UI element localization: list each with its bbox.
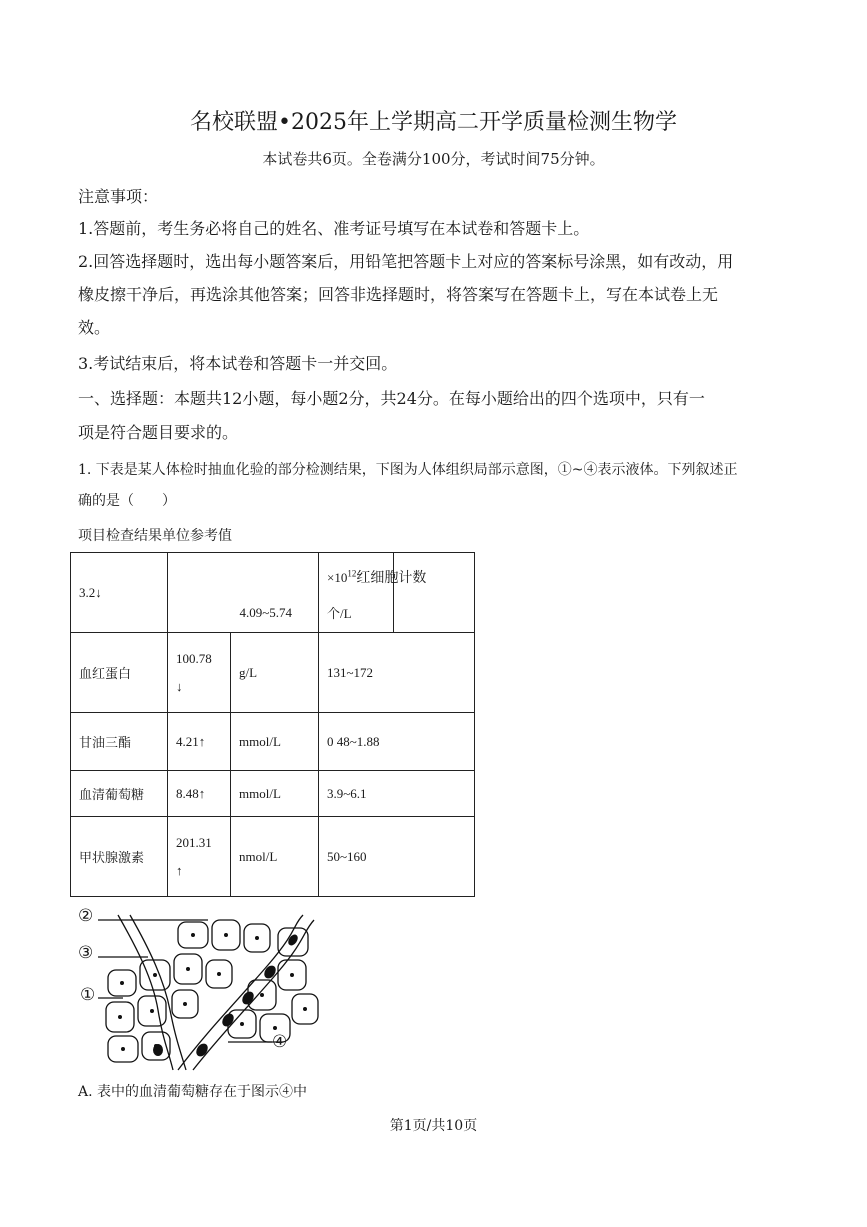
table-cell: g/L [231,633,319,713]
table-cell: 血清葡萄糖 [71,771,168,817]
question-1-line-1: 1. 下表是某人体检时抽血化验的部分检测结果，下图为人体组织局部示意图，①~④表示液体。下列叙述正 [78,462,738,478]
notice-line-3: 橡皮擦干净后，再选涂其他答案；回答非选择题时，将答案写在答题卡上，写在本试卷上无 [78,285,719,304]
notice-line-4: 效。 [78,318,111,337]
figure-label-2: ② [78,906,94,926]
table-caption: 项目检查结果单位参考值 [78,528,232,544]
question-1-line-2: 确的是（ ） [78,493,176,509]
table-cell: 50~160 [319,817,475,897]
table-row [71,713,475,771]
table-cell: 0 48~1.88 [319,713,475,771]
table-cell: 100.78 ↓ [168,633,231,713]
table-row [71,771,475,817]
notice-line-2: 2.回答选择题时，选出每小题答案后，用铅笔把答题卡上对应的答案标号涂黑，如有改动，用 [78,252,734,271]
table-cell: 3.2↓ [71,553,168,633]
table-cell: 甘油三酯 [71,713,168,771]
option-a: A. 表中的血清葡萄糖存在于图示④中 [78,1084,308,1100]
table-row [71,553,475,633]
table-cell: 131~172 [319,633,475,713]
unit-bottom: 个/L [327,606,352,621]
figure-label-4: ④ [272,1032,288,1052]
table-cell: mmol/L [231,713,319,771]
table-cell: 血红蛋白 [71,633,168,713]
notice-line-5: 3.考试结束后，将本试卷和答题卡一并交回。 [78,354,398,373]
section-heading-1: 一、选择题：本题共12小题，每小题2分，共24分。在每小题给出的四个选项中，只有一 [78,389,705,408]
lab-results-table [70,552,475,897]
table-cell: 甲状腺激素 [71,817,168,897]
table-cell [319,553,427,633]
ref-range: 4.09~5.74 [239,605,292,620]
section-heading-2: 项是符合题目要求的。 [78,423,239,442]
table-cell: 8.48↑ [168,771,231,817]
table-cell: 3.9~6.1 [319,771,475,817]
page-title: 名校联盟•2025年上学期高二开学质量检测生物学 [190,110,677,135]
table-row [71,817,475,897]
notice-heading: 注意事项： [78,187,159,206]
page-footer: 第1页/共10页 [389,1118,478,1134]
table-cell: 4.21↑ [168,713,231,771]
exam-info: 本试卷共6页。全卷满分100分，考试时间75分钟。 [262,150,605,168]
table-cell [394,553,475,633]
table-cell [168,553,319,633]
notice-line-1: 1.答题前，考生务必将自己的姓名、准考证号填写在本试卷和答题卡上。 [78,219,590,238]
table-cell: 201.31 ↑ [168,817,231,897]
figure-label-3: ③ [78,943,94,963]
unit-top: $\times 10^{12}$红细胞计数 [327,568,427,586]
tissue-diagram [78,910,328,1072]
table-cell: mmol/L [231,771,319,817]
table-row [71,633,475,713]
figure-label-1: ① [80,985,96,1005]
table-cell: nmol/L [231,817,319,897]
